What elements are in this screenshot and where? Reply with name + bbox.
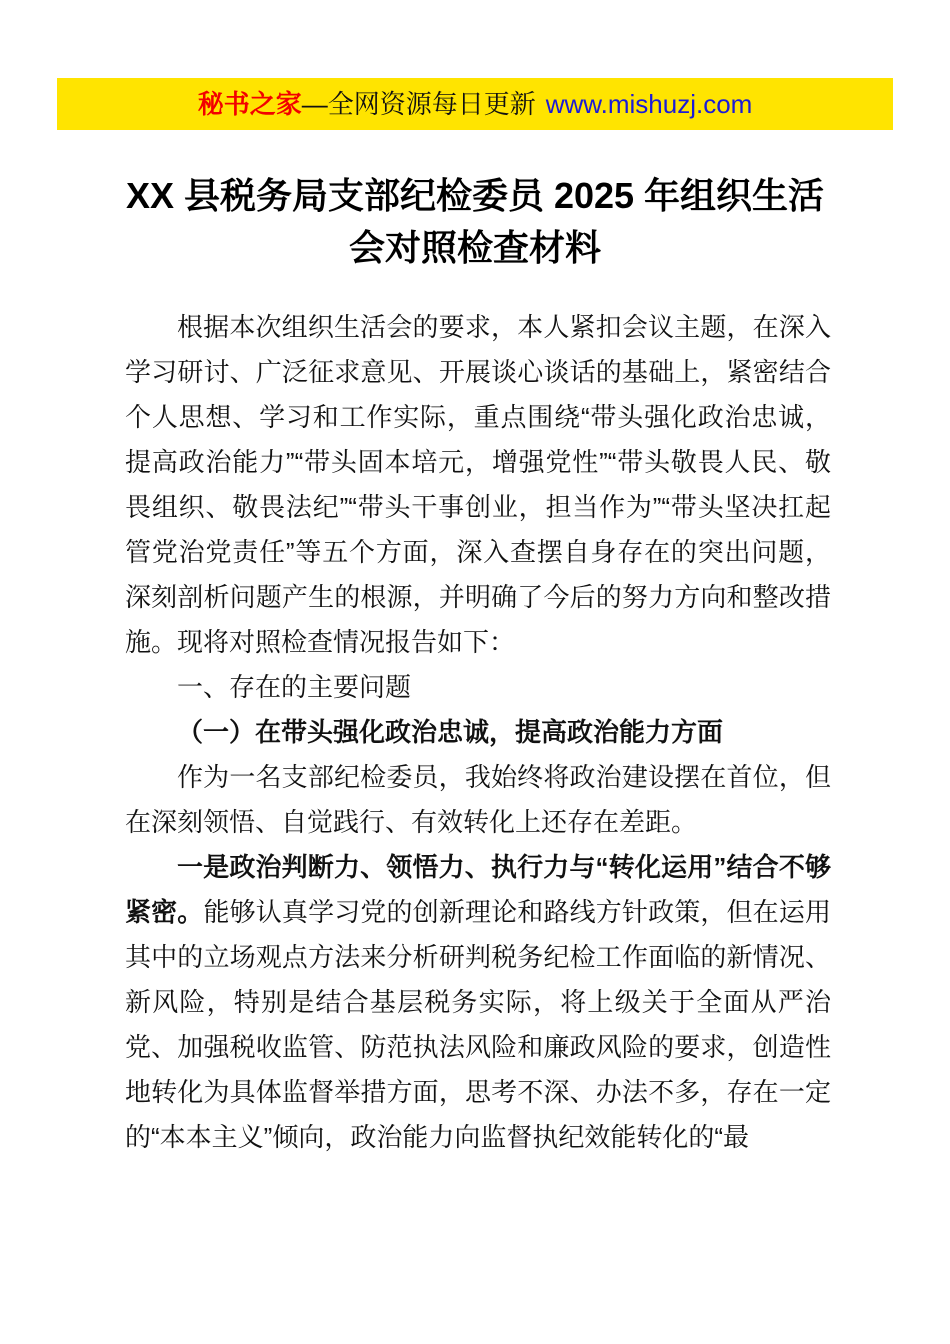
document-title xyxy=(0,170,950,274)
body-paragraph-point-1 xyxy=(125,845,831,1160)
site-name: 秘书之家 xyxy=(197,89,302,119)
title-line-1: XX 县税务局支部纪检委员 2025 年组织生活 xyxy=(125,175,825,216)
section-heading-level2 xyxy=(125,710,831,755)
document-body xyxy=(125,305,831,1160)
title-line-2: 会对照检查材料 xyxy=(348,227,601,268)
para1-text: 作为一名支部纪检委员，我始终将政治建设摆在首位，但在深刻领悟、自觉践行、有效转化上还存在差距。 xyxy=(125,762,831,837)
point1-lead-bold: 一是政治判断力、领悟力、执行力与“转化运用”结合不够紧密。 xyxy=(125,852,831,927)
site-url-link[interactable]: www.mishuzj.com xyxy=(545,89,753,119)
section-heading-level1 xyxy=(125,665,831,710)
banner-tagline: —全网资源每日更新 xyxy=(301,89,536,119)
intro-text: 根据本次组织生活会的要求，本人紧扣会议主题，在深入学习研讨、广泛征求意见、开展谈心谈话的基础上，紧密结合个人思想、学习和工作实际，重点围绕“带头强化政治忠诚，提高政治能力”“带头固本培元，增强党性”“带头敬畏人民、敬畏组织、敬畏法纪”“带头干事创业，担当作为”“带头坚决扛起管党治党责任”等五个方面，深入查摆自身存在的突出问题，深刻剖析问题产生的根源，并明确了今后的努力方向和整改措施。现将对照检查情况报告如下： xyxy=(125,312,831,657)
heading1-text: 一、存在的主要问题 xyxy=(177,672,412,702)
heading2-text: （一）在带头强化政治忠诚，提高政治能力方面 xyxy=(177,717,724,747)
watermark-banner xyxy=(57,78,893,130)
body-paragraph-intro xyxy=(125,305,831,665)
body-paragraph-1 xyxy=(125,755,831,845)
point1-text: 能够认真学习党的创新理论和路线方针政策，但在运用其中的立场观点方法来分析研判税务纪检工作面临的新情况、新风险，特别是结合基层税务实际，将上级关于全面从严治党、加强税收监管、防范执法风险和廉政风险的要求，创造性地转化为具体监督举措方面，思考不深、办法不多，存在一定的“本本主义”倾向，政治能力向监督执纪效能转化的“最 xyxy=(125,897,831,1152)
